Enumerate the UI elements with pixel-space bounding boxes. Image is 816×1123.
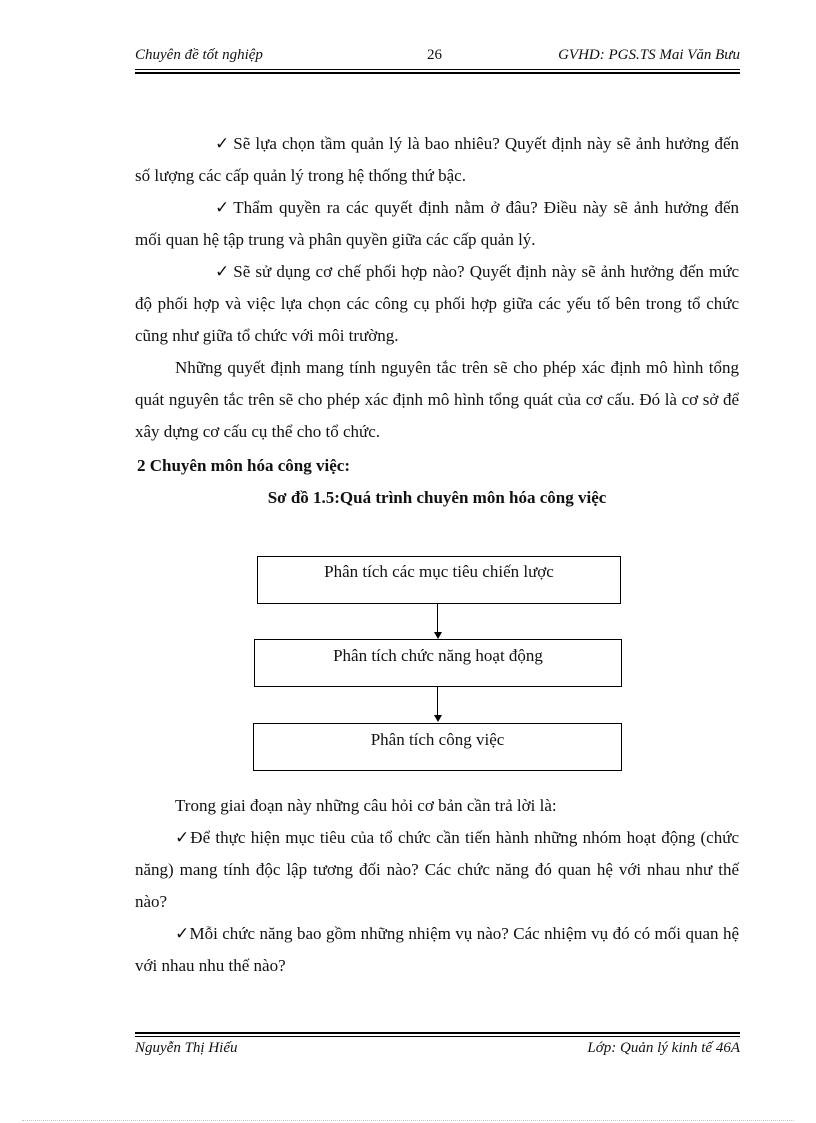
flow-step-strategic-goals: Phân tích các mục tiêu chiến lược xyxy=(257,556,621,604)
flow-step-function-analysis: Phân tích chức năng hoạt động xyxy=(254,639,622,687)
checkmark-icon: ✓ xyxy=(175,924,190,943)
paragraph-text: Trong giai đoạn này những câu hỏi cơ bản cần trả lời là: xyxy=(175,796,557,815)
body-text-top xyxy=(135,128,739,448)
bullet-paragraph xyxy=(135,128,739,192)
paragraph-text: Mỗi chức năng bao gồm những nhiệm vụ nào? Các nhiệm vụ đó có mối quan hệ với nhau nhu thế nào? xyxy=(135,924,739,975)
checkmark-icon: ✓ xyxy=(215,198,230,217)
page-footer xyxy=(135,1040,740,1064)
page-edge-divider xyxy=(22,1120,794,1121)
flow-step-job-analysis: Phân tích công việc xyxy=(253,723,622,771)
diagram-title: Sơ đồ 1.5:Quá trình chuyên môn hóa công việc xyxy=(267,488,607,507)
header-left-text: Chuyên đề tốt nghiệp xyxy=(135,47,263,63)
footer-rule-thick xyxy=(135,1032,740,1034)
page-number: 26 xyxy=(427,47,442,63)
paragraph xyxy=(135,790,739,822)
body-text-bottom xyxy=(135,790,739,982)
footer-class: Lớp: Quản lý kinh tế 46A xyxy=(587,1040,740,1056)
bullet-paragraph xyxy=(135,256,739,352)
page-header xyxy=(135,47,740,71)
footer-rule-thin xyxy=(135,1036,740,1037)
header-rule-thin xyxy=(135,69,740,70)
paragraph xyxy=(135,352,739,448)
section-heading: 2 Chuyên môn hóa công việc: xyxy=(137,456,350,475)
arrow-down-icon xyxy=(434,715,442,722)
checkmark-icon: ✓ xyxy=(175,828,191,847)
paragraph-text: Thẩm quyền ra các quyết định nằm ở đâu? Điều này sẽ ảnh hưởng đến mối quan hệ tập trung và phân quyền giữa các cấp quản lý. xyxy=(135,198,739,249)
header-rule-thick xyxy=(135,72,740,74)
bullet-paragraph xyxy=(135,822,739,918)
footer-author: Nguyễn Thị Hiếu xyxy=(135,1040,238,1056)
bullet-paragraph xyxy=(135,918,739,982)
flow-connector xyxy=(437,603,438,633)
flow-connector xyxy=(437,686,438,716)
paragraph-text: Những quyết định mang tính nguyên tắc trên sẽ cho phép xác định mô hình tổng quát nguyên tắc trên sẽ cho phép xác định mô hình tổng quát của cơ cấu. Đó là cơ sở để xây dựng cơ cấu cụ thể cho tổ chức. xyxy=(135,358,739,441)
header-right-text: GVHD: PGS.TS Mai Văn Bưu xyxy=(558,47,740,63)
arrow-down-icon xyxy=(434,632,442,639)
paragraph-text: Sẽ lựa chọn tầm quản lý là bao nhiêu? Quyết định này sẽ ảnh hưởng đến số lượng các cấp quản lý trong hệ thống thứ bậc. xyxy=(135,134,739,185)
bullet-paragraph xyxy=(135,192,739,256)
checkmark-icon: ✓ xyxy=(215,262,230,281)
checkmark-icon: ✓ xyxy=(215,134,230,153)
paragraph-text: Sẽ sử dụng cơ chế phối hợp nào? Quyết định này sẽ ảnh hưởng đến mức độ phối hợp và việc lựa chọn các công cụ phối hợp giữa các yếu tố bên trong tổ chức cũng như giữa tổ chức với môi trường. xyxy=(135,262,739,345)
paragraph-text: Để thực hiện mục tiêu của tổ chức cần tiến hành những nhóm hoạt động (chức năng) mang tính độc lập tương đối nào? Các chức năng đó quan hệ với nhau như thế nào? xyxy=(135,828,739,911)
